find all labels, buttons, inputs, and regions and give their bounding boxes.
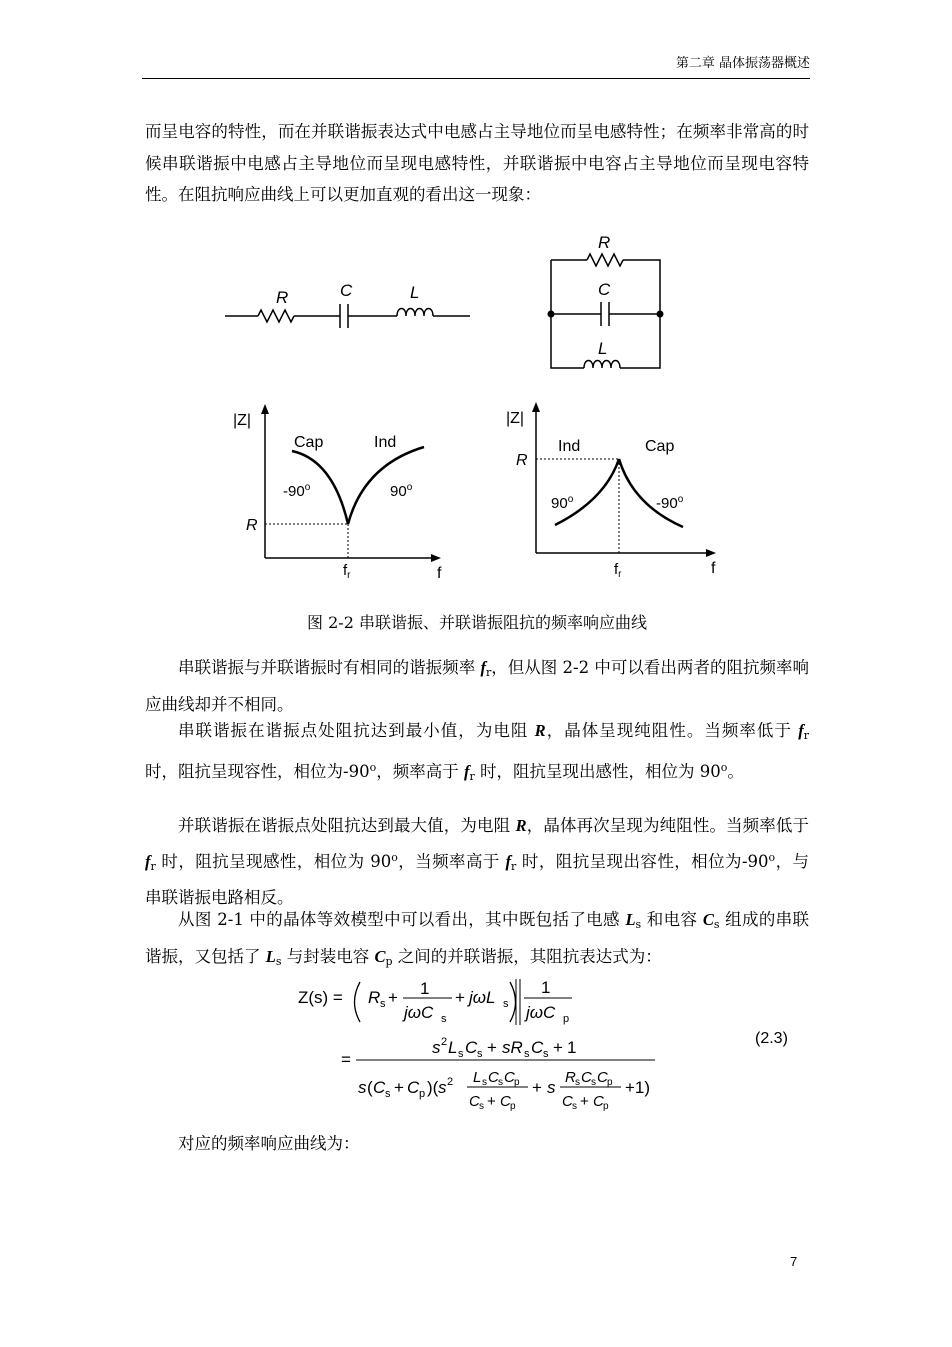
- left-x-arrow: [431, 554, 441, 562]
- svg-text:L: L: [448, 1038, 458, 1057]
- svg-text:s: s: [441, 1013, 447, 1025]
- svg-text:p: p: [563, 1013, 570, 1025]
- page-number: 7: [790, 1254, 798, 1269]
- left-r-label: R: [246, 517, 258, 534]
- svg-text:+: +: [388, 988, 398, 1007]
- left-ind-label: Ind: [374, 434, 397, 451]
- left-fr-label: $f_r$: [343, 562, 351, 581]
- svg-text:+: +: [394, 1078, 404, 1097]
- right-ind-label: Ind: [558, 438, 581, 455]
- running-header: 第二章 晶体振荡器概述: [675, 56, 810, 71]
- svg-text:p: p: [510, 1101, 516, 1112]
- svg-text:C: C: [531, 1038, 544, 1057]
- right-phase-right: -90$^o$: [656, 494, 684, 512]
- svg-text:s: s: [547, 1078, 556, 1097]
- svg-text:s: s: [479, 1101, 484, 1112]
- parallel-node-right: [657, 311, 664, 318]
- svg-text:p: p: [603, 1101, 609, 1112]
- left-phase-left: -90$^o$: [283, 482, 311, 500]
- left-x-label: f: [437, 565, 442, 582]
- equation-number: (2.3): [755, 1030, 788, 1047]
- svg-text:p: p: [607, 1077, 613, 1088]
- svg-text:L: L: [473, 1069, 482, 1086]
- series-capacitor: [340, 304, 348, 328]
- svg-text:s: s: [482, 1077, 487, 1088]
- svg-text:C: C: [581, 1069, 592, 1086]
- svg-text:C: C: [465, 1038, 478, 1057]
- svg-text:+: +: [455, 988, 465, 1007]
- svg-text:s: s: [572, 1101, 577, 1112]
- right-fr-label: $f_r$: [614, 561, 622, 580]
- parallel-c-label: C: [598, 280, 611, 299]
- svg-text:(: (: [367, 1078, 373, 1097]
- parallel-resistor: [587, 254, 623, 266]
- svg-text:s: s: [358, 1078, 367, 1097]
- svg-text:2: 2: [447, 1076, 454, 1088]
- svg-text:s: s: [543, 1048, 549, 1060]
- svg-text:+: +: [487, 1038, 497, 1057]
- svg-text:C: C: [593, 1093, 604, 1110]
- svg-text:s: s: [498, 1077, 503, 1088]
- eq-lhs: Z(s) =: [298, 988, 343, 1007]
- right-y-label: |Z|: [506, 410, 525, 427]
- figure-2-2: [0, 0, 952, 620]
- svg-text:s: s: [524, 1048, 530, 1060]
- right-x-label: f: [711, 560, 716, 577]
- svg-text:s: s: [575, 1077, 580, 1088]
- svg-text:+: +: [532, 1078, 542, 1097]
- right-r-label: R: [516, 452, 528, 469]
- svg-text:+: +: [487, 1093, 496, 1110]
- right-phase-left: 90$^o$: [551, 494, 574, 512]
- svg-text:s: s: [380, 998, 386, 1010]
- svg-text:s: s: [591, 1077, 596, 1088]
- paragraph-2: 串联谐振与并联谐振时有相同的谐振频率 $f_r$，但从图 2-2 中可以看出两者的阻抗频率响应曲线却并不相同。: [145, 658, 810, 714]
- svg-text:+1): +1): [625, 1078, 651, 1097]
- series-c-label: C: [340, 281, 353, 300]
- left-y-label: |Z|: [233, 412, 252, 429]
- series-resistor: [258, 310, 294, 322]
- right-y-arrow: [532, 402, 540, 412]
- svg-text:s: s: [503, 998, 509, 1010]
- left-ind-curve: [348, 447, 424, 524]
- svg-text:R: R: [565, 1069, 576, 1086]
- svg-text:C: C: [500, 1093, 511, 1110]
- figure-caption: 图 2-2 串联谐振、并联谐振阻抗的频率响应曲线: [307, 613, 647, 632]
- eq-one-b: 1: [541, 978, 551, 997]
- paragraph-6: 对应的频率响应曲线为：: [178, 1134, 360, 1153]
- svg-text:jωC: jωC: [526, 1003, 556, 1022]
- left-phase-right: 90$^o$: [390, 482, 413, 500]
- svg-text:)(: )(: [427, 1078, 439, 1097]
- right-cap-curve: [619, 459, 683, 527]
- parallel-node-left: [548, 311, 555, 318]
- right-ind-curve: [555, 459, 619, 525]
- series-l-label: L: [410, 283, 420, 302]
- svg-text:C: C: [488, 1069, 499, 1086]
- paragraph-3: 串联谐振在谐振点处阻抗达到最小值，为电阻 R，晶体呈现纯阻性。当频率低于 $f_r$ 时，阻抗呈现容性，相位为-90$^o$，频率高于 $f_r$ 时，阻抗呈现出感性，相位为 90$^o$。: [145, 721, 809, 783]
- svg-text:C: C: [469, 1093, 480, 1110]
- svg-text:s: s: [432, 1038, 441, 1057]
- parallel-l-label: L: [598, 339, 608, 358]
- svg-text:1: 1: [567, 1038, 577, 1057]
- svg-text:p: p: [514, 1077, 520, 1088]
- right-x-arrow: [706, 549, 716, 557]
- left-cap-label: Cap: [294, 434, 324, 451]
- svg-text:C: C: [407, 1078, 420, 1097]
- svg-text:C: C: [373, 1078, 386, 1097]
- svg-text:+: +: [553, 1038, 563, 1057]
- svg-text:s: s: [385, 1088, 391, 1100]
- svg-text:sR: sR: [502, 1038, 523, 1057]
- left-y-arrow: [261, 404, 269, 414]
- svg-text:jωC: jωC: [404, 1003, 434, 1022]
- paragraph-5: 从图 2-1 中的晶体等效模型中可以看出，其中既包括了电感 $L_s$ 和电容 $C_s$ 组成的串联谐振，又包括了 $L_s$ 与封装电容 $C_p$ 之间的并联谐振，其阻抗表达式为：: [145, 910, 809, 968]
- svg-text:C: C: [504, 1069, 515, 1086]
- parallel-capacitor: [601, 302, 609, 326]
- parallel-inductor: [584, 361, 620, 369]
- eq-one-a: 1: [420, 979, 430, 998]
- parallel-r-label: R: [598, 233, 611, 252]
- svg-text:s: s: [438, 1078, 447, 1097]
- svg-text:jωL: jωL: [469, 988, 496, 1007]
- svg-text:s: s: [458, 1048, 464, 1060]
- svg-text:R: R: [368, 988, 381, 1007]
- series-inductor: [397, 309, 433, 317]
- svg-text:+: +: [580, 1093, 589, 1110]
- svg-text:p: p: [419, 1088, 426, 1100]
- svg-text:2: 2: [441, 1036, 448, 1048]
- paragraph-1: 而呈电容的特性，而在并联谐振表达式中电感占主导地位而呈电感特性；在频率非常高的时候串联谐振中电感占主导地位而呈现电感特性，并联谐振中电容占主导地位而呈现电容特性。在阻抗响应曲线上可以更加直观的看出这一现象：: [145, 122, 809, 204]
- paragraph-4: 并联谐振在谐振点处阻抗达到最大值，为电阻 R，晶体再次呈现为纯阻性。当频率低于 $f_r$ 时，阻抗呈现感性，相位为 90$^o$，当频率高于 $f_r$ 时，阻抗呈现出容性，相位为-90$^o$，与串联谐振电路相反。: [145, 816, 810, 907]
- eq-equals: =: [341, 1050, 351, 1069]
- svg-text:C: C: [597, 1069, 608, 1086]
- right-cap-label: Cap: [645, 438, 675, 455]
- series-r-label: R: [276, 288, 289, 307]
- svg-text:C: C: [562, 1093, 573, 1110]
- svg-text:s: s: [477, 1048, 483, 1060]
